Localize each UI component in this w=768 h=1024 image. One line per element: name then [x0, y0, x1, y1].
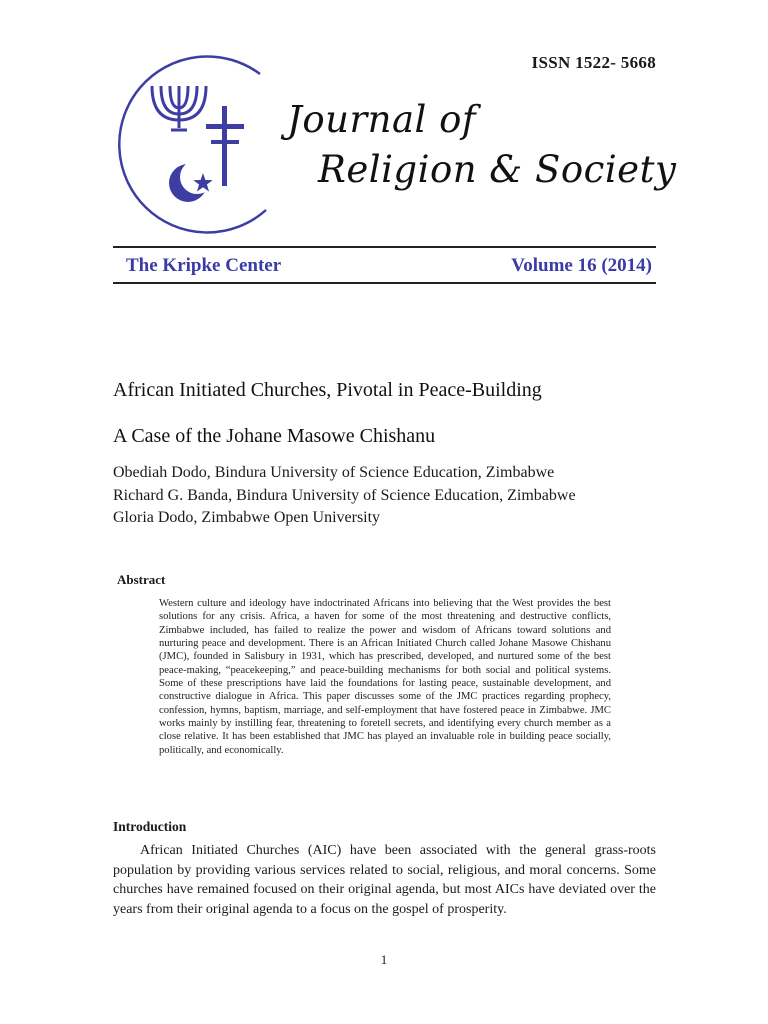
center-name: The Kripke Center: [126, 255, 282, 276]
author-entry: Richard G. Banda, Bindura University of Science Education, Zimbabwe: [113, 486, 576, 504]
abstract-text: Western culture and ideology have indoctrinated Africans into believing that the West provides the best solutions for any crisis. Africa, a haven for some of the most threatening and destructive conflicts, Zimbabwe included, has failed to realize the power and wisdom of Africans toward solutions and nurturing peace and development. There is an African Initiated Church called Johane Masowe Chishanu (JMC), founded in Salisbury in 1931, which has prescribed, developed, and nurtured some of the best peace-making, “peacekeeping,” and peace-building mechanisms for both social and political systems. Some of these prescriptions have laid the foundations for lasting peace, sustainable development, and constructive dialogue in Africa. This paper discusses some of the JMC practices regarding prophecy, confession, hymns, baptism, marriage, and self-employment that have fostered peace in Zimbabwe. JMC works mainly by instilling fear, threatening to foretell secrets, and identifying every church member as a close relative. It has been established that JMC has played an invaluable role in building peace socially, politically, and economically.: [159, 598, 611, 756]
crescent-star-icon: [169, 160, 214, 202]
issn-number: ISSN 1522- 5668: [531, 53, 656, 72]
volume-info: Volume 16 (2014): [511, 255, 652, 276]
journal-logo-icon: [108, 42, 278, 242]
journal-title-line2: Religion & Society: [318, 148, 677, 191]
article-subtitle: A Case of the Johane Masowe Chishanu: [113, 425, 436, 447]
journal-title-line1: Journal of: [287, 98, 477, 141]
header-rule-top: [113, 246, 656, 248]
article-title: African Initiated Churches, Pivotal in Peace-Building: [113, 379, 542, 401]
author-entry: Gloria Dodo, Zimbabwe Open University: [113, 509, 381, 526]
header-rule-bottom: [113, 282, 656, 284]
menorah-icon: [152, 86, 206, 130]
author-entry: Obediah Dodo, Bindura University of Science Education, Zimbabwe: [113, 464, 555, 481]
author-list: [113, 462, 576, 530]
page-number: 1: [380, 952, 388, 967]
abstract-heading: Abstract: [117, 572, 166, 587]
introduction-text: African Initiated Churches (AIC) have been associated with the general grass-roots population by providing various services related to social, religious, and moral concerns. Some churches have remained focused on their original agenda, but most AICs have deviated over the years from their original agenda to a focus on the gospel of prosperity.: [113, 843, 656, 917]
introduction-heading: Introduction: [113, 819, 187, 834]
